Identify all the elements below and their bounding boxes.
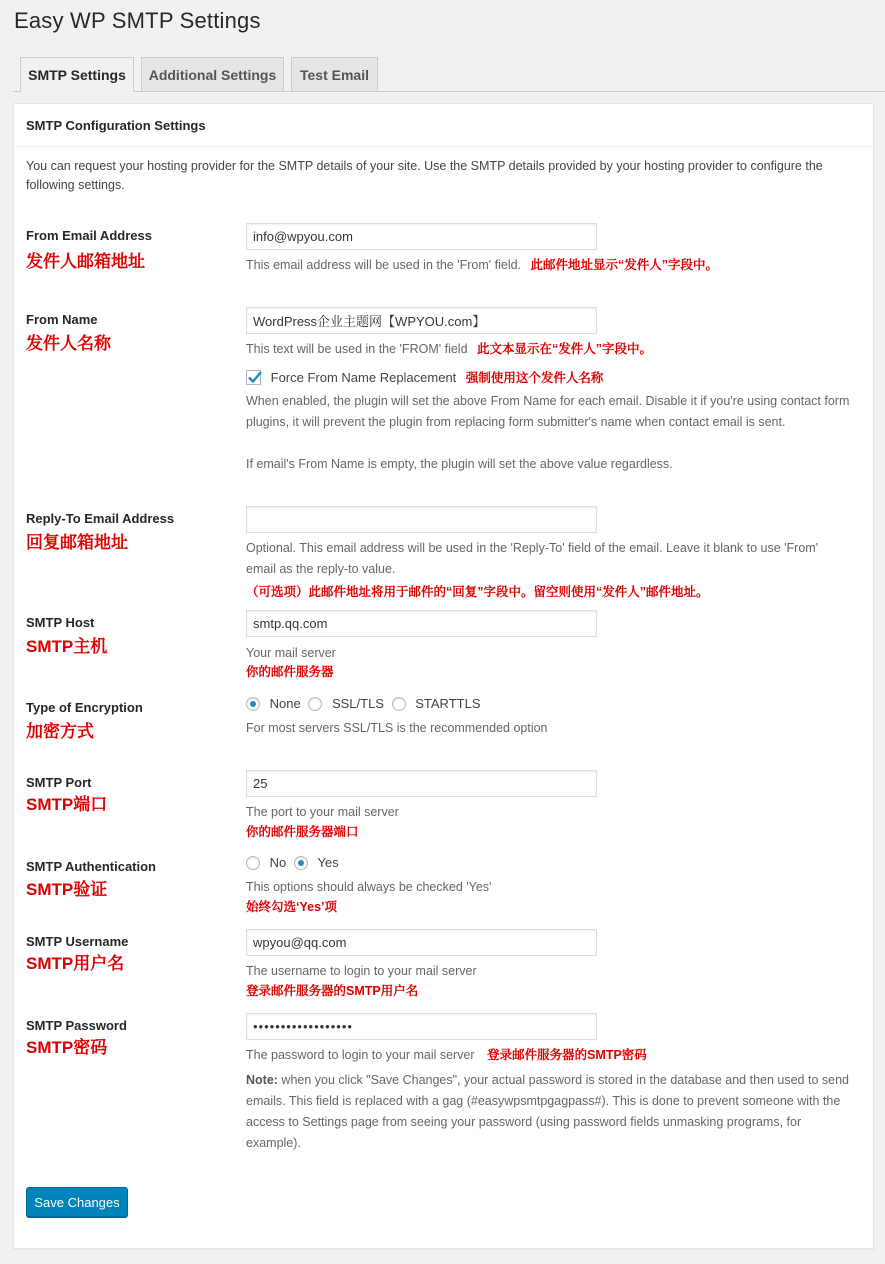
from-name-input[interactable] bbox=[246, 307, 597, 334]
panel-title: SMTP Configuration Settings bbox=[26, 118, 206, 133]
smtp-password-input[interactable] bbox=[246, 1013, 597, 1040]
smtp-host-label: SMTP Host bbox=[26, 615, 95, 630]
smtp-auth-yes-label: Yes bbox=[317, 855, 339, 870]
from-email-input[interactable] bbox=[246, 223, 597, 250]
save-changes-button[interactable]: Save Changes bbox=[26, 1187, 128, 1217]
tab-smtp-settings[interactable]: SMTP Settings bbox=[20, 57, 134, 92]
smtp-password-label-cn: SMTP密码 bbox=[26, 1038, 108, 1057]
smtp-port-desc-cn: 你的邮件服务器端口 bbox=[246, 825, 359, 839]
smtp-password-label: SMTP Password bbox=[26, 1018, 127, 1033]
smtp-password-note bbox=[246, 1070, 851, 1154]
encryption-starttls-radio[interactable] bbox=[392, 697, 406, 711]
smtp-host-input[interactable] bbox=[246, 610, 597, 637]
smtp-host-desc-cn: 你的邮件服务器 bbox=[246, 665, 334, 679]
smtp-auth-label-cn: SMTP验证 bbox=[26, 880, 108, 899]
from-name-label-cn: 发件人名称 bbox=[26, 334, 111, 353]
encryption-none-radio[interactable] bbox=[246, 697, 260, 711]
encryption-radio-group bbox=[246, 696, 485, 711]
force-from-name-checkbox[interactable] bbox=[246, 370, 261, 385]
smtp-password-desc-cn: 登录邮件服务器的SMTP密码 bbox=[487, 1048, 647, 1062]
smtp-username-desc: The username to login to your mail server bbox=[246, 964, 477, 978]
reply-to-label: Reply-To Email Address bbox=[26, 511, 175, 526]
force-from-name-desc-1: When enabled, the plugin will set the above From Name for each email. Disable it if you're using contact form plugins, it will prevent the plugin from replacing form submitter's name when contact email is sent. bbox=[246, 394, 850, 429]
reply-to-desc-cn: （可选项）此邮件地址将用于邮件的“回复”字段中。留空则使用“发件人”邮件地址。 bbox=[246, 585, 709, 599]
force-from-name-row bbox=[246, 368, 603, 386]
force-from-name-label-cn: 强制使用这个发件人名称 bbox=[465, 371, 604, 385]
encryption-none-label: None bbox=[269, 696, 301, 711]
smtp-auth-label: SMTP Authentication bbox=[26, 859, 156, 874]
from-name-desc bbox=[246, 340, 652, 359]
encryption-desc: For most servers SSL/TLS is the recommended option bbox=[246, 721, 548, 735]
from-name-desc-text: This text will be used in the 'FROM' field bbox=[246, 342, 468, 356]
panel-header bbox=[14, 104, 873, 147]
encryption-ssl-label: SSL/TLS bbox=[331, 696, 384, 711]
encryption-starttls-label: STARTTLS bbox=[415, 696, 481, 711]
reply-to-label-cn: 回复邮箱地址 bbox=[26, 533, 128, 552]
smtp-auth-desc-cn: 始终勾选‘Yes’项 bbox=[246, 900, 337, 914]
smtp-password-desc bbox=[246, 1046, 647, 1065]
reply-to-input[interactable] bbox=[246, 506, 597, 533]
from-email-label-cn: 发件人邮箱地址 bbox=[26, 252, 145, 271]
encryption-label: Type of Encryption bbox=[26, 700, 143, 715]
checkmark-icon bbox=[246, 368, 264, 386]
tab-additional-settings[interactable]: Additional Settings bbox=[141, 57, 284, 91]
intro-text: You can request your hosting provider for the SMTP details of your site. Use the SMTP details provided by your hosting provider to configure the following settings. bbox=[26, 159, 823, 192]
from-email-desc-cn: 此邮件地址显示“发件人”字段中。 bbox=[530, 258, 719, 272]
smtp-port-label-cn: SMTP端口 bbox=[26, 795, 108, 814]
smtp-port-input[interactable] bbox=[246, 770, 597, 797]
settings-panel bbox=[13, 103, 874, 1249]
smtp-auth-desc: This options should always be checked 'Yes' bbox=[246, 880, 492, 894]
smtp-auth-no-radio[interactable] bbox=[246, 856, 260, 870]
smtp-username-label-cn: SMTP用户名 bbox=[26, 954, 125, 973]
smtp-username-input[interactable] bbox=[246, 929, 597, 956]
smtp-password-desc-text: The password to login to your mail server bbox=[246, 1048, 475, 1062]
from-name-desc-cn: 此文本显示在“发件人”字段中。 bbox=[477, 342, 653, 356]
from-email-desc bbox=[246, 256, 718, 275]
smtp-username-desc-cn: 登录邮件服务器的SMTP用户名 bbox=[246, 984, 419, 998]
smtp-auth-radio-group bbox=[246, 855, 343, 870]
smtp-auth-yes-radio[interactable] bbox=[294, 856, 308, 870]
from-name-label: From Name bbox=[26, 312, 98, 327]
force-from-name-label: Force From Name Replacement bbox=[270, 370, 457, 385]
smtp-port-label: SMTP Port bbox=[26, 775, 92, 790]
smtp-password-note-label: Note: bbox=[246, 1073, 278, 1087]
smtp-port-desc: The port to your mail server bbox=[246, 805, 399, 819]
reply-to-desc: Optional. This email address will be used in the 'Reply-To' field of the email. Leave it blank to use 'From' email as the reply-to value. bbox=[246, 541, 819, 576]
page-title: Easy WP SMTP Settings bbox=[14, 8, 261, 33]
smtp-host-label-cn: SMTP主机 bbox=[26, 637, 108, 656]
smtp-username-label: SMTP Username bbox=[26, 934, 129, 949]
smtp-host-desc: Your mail server bbox=[246, 646, 336, 660]
from-email-label: From Email Address bbox=[26, 228, 152, 243]
encryption-ssl-radio[interactable] bbox=[308, 697, 322, 711]
smtp-password-note-text: when you click "Save Changes", your actual password is stored in the database and then used to send emails. This field is replaced with a gag (#easywpsmtpgagpass#). This is done to prevent someone with the access to Settings page from seeing your password (using password fields unmasking programs, for example). bbox=[246, 1073, 849, 1150]
tabs-divider bbox=[13, 91, 885, 92]
smtp-auth-no-label: No bbox=[269, 855, 287, 870]
from-email-desc-text: This email address will be used in the 'From' field. bbox=[246, 258, 522, 272]
encryption-label-cn: 加密方式 bbox=[26, 722, 94, 741]
force-from-name-desc-2: If email's From Name is empty, the plugin will set the above value regardless. bbox=[246, 457, 673, 471]
tab-test-email[interactable]: Test Email bbox=[291, 57, 378, 91]
